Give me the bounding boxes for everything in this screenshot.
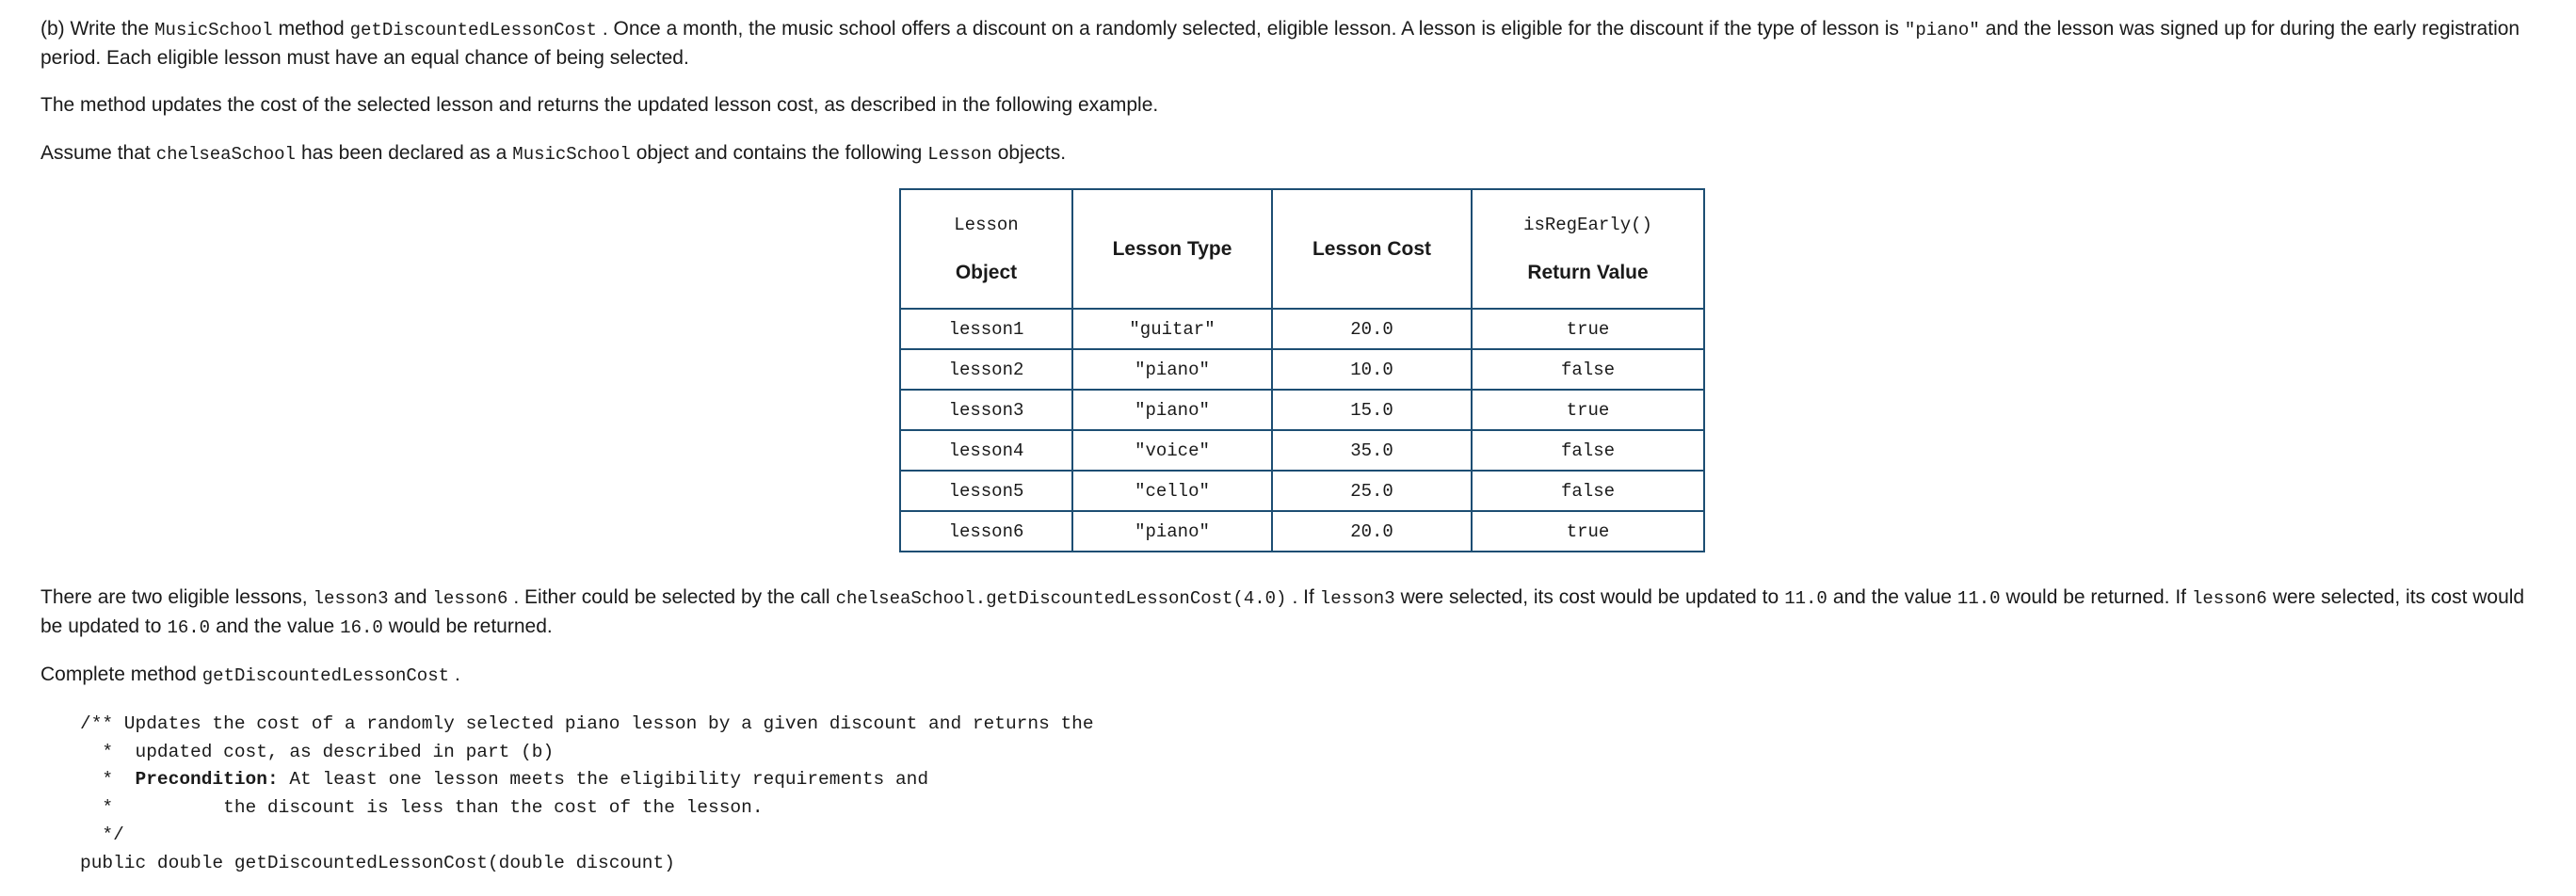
code-line: */	[80, 824, 124, 845]
example-text: and the value	[216, 616, 335, 637]
header-text: isRegEarly()	[1523, 214, 1652, 235]
header-lesson-cost: Lesson Cost	[1272, 189, 1472, 309]
instruction-paragraph	[40, 661, 460, 690]
cell-cost: 25.0	[1272, 471, 1472, 511]
lesson6-code: lesson6	[432, 588, 508, 609]
cell-object: lesson5	[900, 471, 1072, 511]
value-code: 11.0	[1784, 588, 1827, 609]
cell-cost: 10.0	[1272, 349, 1472, 390]
example-text: and	[394, 586, 427, 608]
header-lesson-type: Lesson Type	[1072, 189, 1272, 309]
assumption-paragraph	[40, 139, 1066, 168]
value-code: 11.0	[1956, 588, 2001, 609]
piano-literal-code: "piano"	[1904, 20, 1980, 40]
method-signature-code-block	[80, 711, 1094, 877]
table-row	[900, 430, 1704, 471]
cell-object: lesson1	[900, 309, 1072, 349]
example-text: were selected, its cost would be updated to	[1400, 586, 1779, 608]
cell-early: true	[1472, 511, 1704, 552]
lesson3-code: lesson3	[1319, 588, 1395, 609]
example-paragraph	[40, 584, 2536, 642]
lesson6-code: lesson6	[2191, 588, 2267, 609]
value-code: 16.0	[340, 617, 383, 638]
var-name-code: chelseaSchool	[155, 144, 296, 165]
objects-text: objects.	[997, 142, 1067, 164]
header-text: Lesson	[954, 214, 1019, 235]
code-line: At least one lesson meets the eligibility requirements and	[278, 769, 929, 790]
intro-text-cont: and the lesson was signed up for during the early registration period. Each eligible lesson must have an equal chance of being selected.	[40, 18, 2520, 69]
code-line: /** Updates the cost of a randomly selected piano lesson by a given discount and returns the	[80, 713, 1094, 734]
cell-type: "voice"	[1072, 430, 1272, 471]
method-name-code: getDiscountedLessonCost	[201, 665, 450, 686]
method-name-code: getDiscountedLessonCost	[349, 20, 597, 40]
cell-early: true	[1472, 309, 1704, 349]
cell-type: "guitar"	[1072, 309, 1272, 349]
example-text: . Either could be selected by the call	[513, 586, 830, 608]
table-row	[900, 309, 1704, 349]
method-call-code: chelseaSchool.getDiscountedLessonCost(4.0)	[835, 588, 1287, 609]
assume-text: Assume that	[40, 142, 151, 164]
table-header-row	[900, 189, 1704, 309]
table-row	[900, 390, 1704, 430]
lesson-class-code: Lesson	[927, 144, 992, 165]
cell-early: false	[1472, 471, 1704, 511]
code-line: * the discount is less than the cost of the lesson.	[80, 796, 764, 818]
intro-text: . Once a month, the music school offers a discount on a randomly selected, eligible lesson. A lesson is eligible for the discount if the type of lesson is	[602, 18, 1899, 40]
example-text: . If	[1292, 586, 1314, 608]
table-row	[900, 471, 1704, 511]
method-word: method	[278, 18, 345, 40]
cell-type: "piano"	[1072, 511, 1272, 552]
lessons-table-wrapper	[899, 188, 1705, 552]
example-text: and the value	[1832, 586, 1952, 608]
cell-cost: 15.0	[1272, 390, 1472, 430]
instruction-text: .	[455, 664, 460, 685]
example-text: There are two eligible lessons,	[40, 586, 308, 608]
header-text: Return Value	[1527, 261, 1649, 283]
cell-object: lesson3	[900, 390, 1072, 430]
contains-text: object and contains the following	[636, 142, 923, 164]
lessons-table	[899, 188, 1705, 552]
precondition-label: Precondition:	[135, 769, 279, 790]
cell-cost: 20.0	[1272, 511, 1472, 552]
cell-object: lesson6	[900, 511, 1072, 552]
header-lesson-object	[900, 189, 1072, 309]
cell-type: "piano"	[1072, 390, 1272, 430]
cell-object: lesson4	[900, 430, 1072, 471]
class-name-code: MusicSchool	[512, 144, 631, 165]
cell-early: true	[1472, 390, 1704, 430]
cell-early: false	[1472, 430, 1704, 471]
cell-early: false	[1472, 349, 1704, 390]
intro-paragraph	[40, 15, 2536, 72]
example-text: would be returned. If	[2005, 586, 2186, 608]
method-description-paragraph: The method updates the cost of the selected lesson and returns the updated lesson cost, as described in the following example.	[40, 94, 1159, 116]
code-line-prefix: *	[80, 769, 136, 790]
example-text: would be returned.	[388, 616, 553, 637]
value-code: 16.0	[167, 617, 211, 638]
declared-text: has been declared as a	[300, 142, 507, 164]
cell-cost: 20.0	[1272, 309, 1472, 349]
class-name-code: MusicSchool	[154, 20, 273, 40]
method-signature: public double getDiscountedLessonCost(double discount)	[80, 852, 675, 873]
lesson3-code: lesson3	[313, 588, 389, 609]
instruction-text: Complete method	[40, 664, 197, 685]
cell-type: "cello"	[1072, 471, 1272, 511]
example-text: were selected, its cost would be updated to	[40, 586, 2525, 637]
header-isregearly	[1472, 189, 1704, 309]
code-line: * updated cost, as described in part (b)	[80, 741, 555, 762]
cell-object: lesson2	[900, 349, 1072, 390]
part-label: (b) Write the	[40, 18, 150, 40]
cell-type: "piano"	[1072, 349, 1272, 390]
header-text: Object	[955, 261, 1018, 283]
table-row	[900, 349, 1704, 390]
cell-cost: 35.0	[1272, 430, 1472, 471]
table-row	[900, 511, 1704, 552]
